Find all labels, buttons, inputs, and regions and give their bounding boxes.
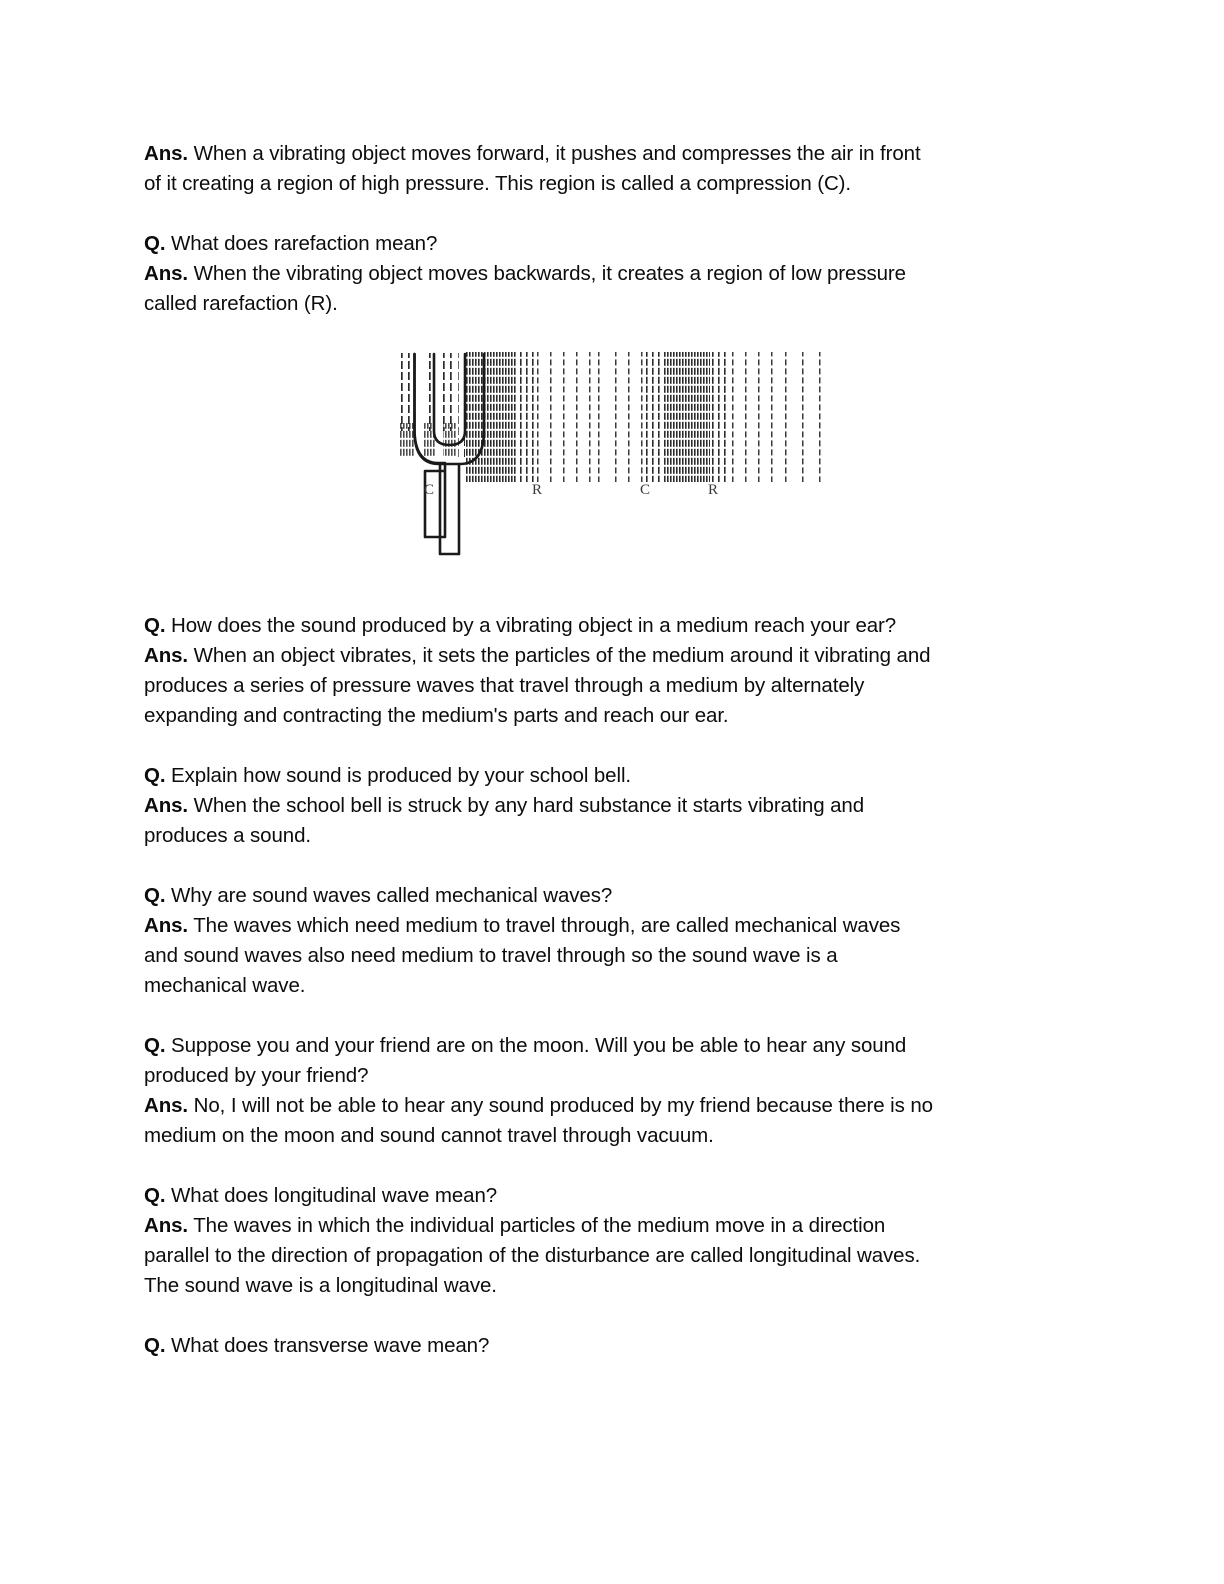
line-text: of it creating a region of high pressure. This region is called a compression (C). xyxy=(144,172,851,195)
text-line xyxy=(144,701,1064,731)
document-content xyxy=(144,139,1064,1361)
line-text: When a vibrating object moves forward, it pushes and compresses the air in front xyxy=(188,142,921,165)
line-lead: Q. xyxy=(144,614,166,637)
tuning-fork-compression-rarefaction-diagram xyxy=(394,349,826,584)
line-lead: Ans. xyxy=(144,794,189,817)
text-line xyxy=(144,1271,1064,1301)
line-text: What does longitudinal wave mean? xyxy=(165,1184,498,1207)
line-lead: Ans. xyxy=(144,1214,189,1237)
text-line xyxy=(144,641,1064,671)
line-text: How does the sound produced by a vibrating object in a medium reach your ear? xyxy=(165,614,897,637)
line-text: produced by your friend? xyxy=(144,1064,369,1087)
line-lead: Ans. xyxy=(144,914,189,937)
text-line xyxy=(144,821,1064,851)
text-line xyxy=(144,229,1064,259)
figure-label-r2: R xyxy=(708,482,719,498)
line-text: called rarefaction (R). xyxy=(144,292,338,315)
figure-label-c2: C xyxy=(640,482,651,498)
qa-block-mechanical-waves xyxy=(144,881,1064,1001)
qa-block-rarefaction xyxy=(144,229,1064,319)
line-text: Suppose you and your friend are on the moon. Will you be able to hear any sound xyxy=(165,1034,907,1057)
text-line xyxy=(144,611,1064,641)
line-text: The waves in which the individual particles of the medium move in a direction xyxy=(188,1214,886,1237)
text-line xyxy=(144,671,1064,701)
line-text: mechanical wave. xyxy=(144,974,306,997)
line-text: produces a series of pressure waves that travel through a medium by alternately xyxy=(144,674,865,697)
text-line xyxy=(144,791,1064,821)
qa-block-reach-your-ear xyxy=(144,611,1064,731)
line-lead: Ans. xyxy=(144,142,189,165)
line-text: expanding and contracting the medium's parts and reach our ear. xyxy=(144,704,729,727)
line-lead: Q. xyxy=(144,884,166,907)
text-line xyxy=(144,139,1064,169)
wave-field xyxy=(466,352,826,482)
text-line xyxy=(144,1241,1064,1271)
text-line xyxy=(144,1121,1064,1151)
line-lead: Q. xyxy=(144,1184,166,1207)
line-text: What does rarefaction mean? xyxy=(165,232,438,255)
line-text: What does transverse wave mean? xyxy=(165,1334,490,1357)
text-line xyxy=(144,941,1064,971)
text-line xyxy=(144,1181,1064,1211)
text-line xyxy=(144,169,1064,199)
qa-block-moon-sound xyxy=(144,1031,1064,1151)
figure-tuning-fork-wrapper xyxy=(144,349,1064,589)
line-text: The sound wave is a longitudinal wave. xyxy=(144,1274,497,1297)
vibration-marks xyxy=(400,353,465,457)
text-line xyxy=(144,259,1064,289)
line-text: Explain how sound is produced by your school bell. xyxy=(165,764,631,787)
line-lead: Q. xyxy=(144,1334,166,1357)
text-line xyxy=(144,1061,1064,1091)
line-text: When an object vibrates, it sets the particles of the medium around it vibrating and xyxy=(188,644,931,667)
line-text: parallel to the direction of propagation of the disturbance are called longitudinal waves. xyxy=(144,1244,921,1267)
text-line xyxy=(144,1091,1064,1121)
line-lead: Ans. xyxy=(144,1094,189,1117)
qa-block-transverse-wave xyxy=(144,1331,1064,1361)
line-text: The waves which need medium to travel through, are called mechanical waves xyxy=(188,914,901,937)
text-line xyxy=(144,881,1064,911)
figure-label-c1: C xyxy=(424,482,435,498)
text-line xyxy=(144,289,1064,319)
line-lead: Ans. xyxy=(144,262,189,285)
text-line xyxy=(144,911,1064,941)
qa-block-longitudinal-wave xyxy=(144,1181,1064,1301)
qa-block-school-bell xyxy=(144,761,1064,851)
line-text: Why are sound waves called mechanical waves? xyxy=(165,884,613,907)
figure-label-r1: R xyxy=(532,482,543,498)
text-line xyxy=(144,1211,1064,1241)
text-line xyxy=(144,761,1064,791)
text-line xyxy=(144,1031,1064,1061)
figure-label-row xyxy=(394,482,826,506)
line-lead: Ans. xyxy=(144,644,189,667)
line-text: and sound waves also need medium to travel through so the sound wave is a xyxy=(144,944,838,967)
qa-block-compression-answer xyxy=(144,139,1064,199)
text-line xyxy=(144,971,1064,1001)
line-lead: Q. xyxy=(144,232,166,255)
line-text: When the vibrating object moves backwards, it creates a region of low pressure xyxy=(188,262,906,285)
line-text: produces a sound. xyxy=(144,824,311,847)
line-text: medium on the moon and sound cannot travel through vacuum. xyxy=(144,1124,714,1147)
line-text: When the school bell is struck by any hard substance it starts vibrating and xyxy=(188,794,865,817)
line-text: No, I will not be able to hear any sound produced by my friend because there is no xyxy=(188,1094,933,1117)
line-lead: Q. xyxy=(144,764,166,787)
line-lead: Q. xyxy=(144,1034,166,1057)
text-line xyxy=(144,1331,1064,1361)
